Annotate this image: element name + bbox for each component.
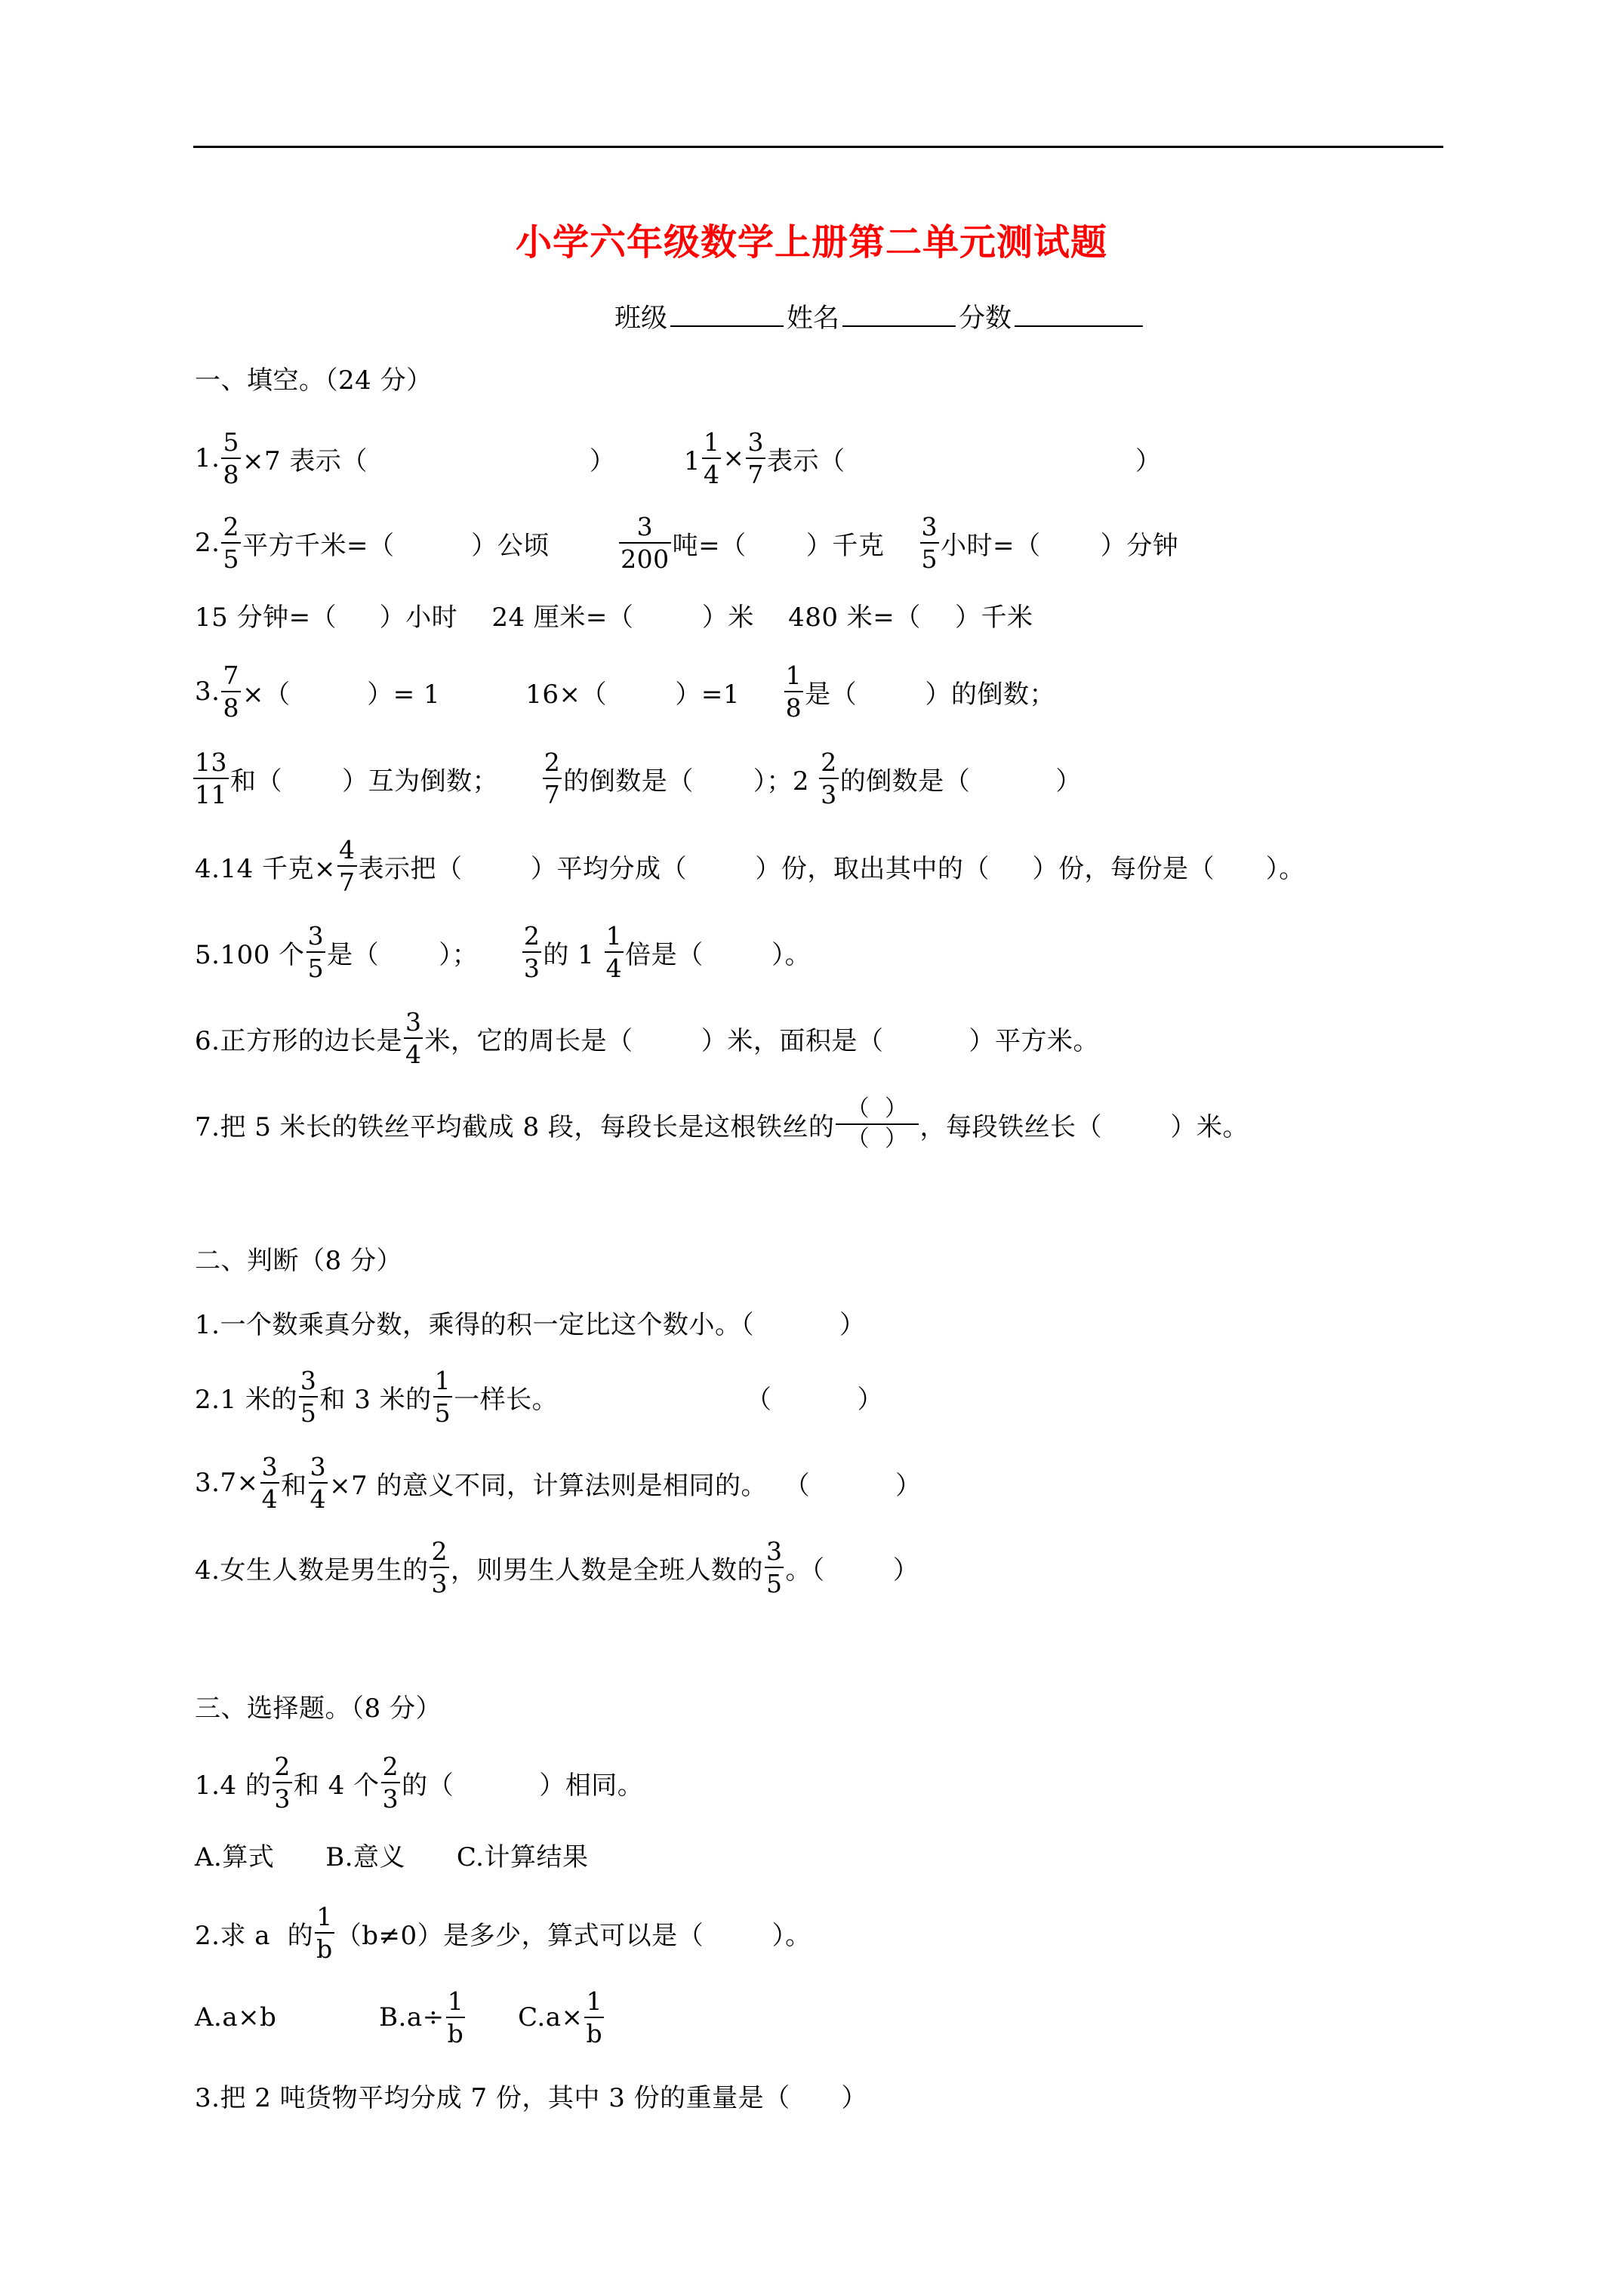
section-3-heading: 三、选择题。（8 分） [195, 1693, 442, 1724]
denominator: 5 [765, 1567, 784, 1596]
question-3-2-options [195, 1980, 605, 2055]
class-blank[interactable] [670, 303, 784, 327]
numerator: 3 [765, 1536, 783, 1566]
question-text: 和 [281, 1470, 307, 1501]
fraction [337, 837, 357, 895]
numerator: 2 [523, 921, 540, 951]
question-text: （b≠0）是多少，算式可以是（ ）。 [335, 1920, 812, 1951]
denominator: 3 [819, 778, 839, 807]
fraction [584, 1986, 604, 2048]
question-text: 小时=（ ）分钟 [941, 530, 1179, 561]
option-text: C.a× [467, 2002, 584, 2032]
denominator: 4 [404, 1037, 423, 1067]
option-text: A.a×b B.a÷ [195, 2002, 445, 2032]
numerator: 1 [434, 1366, 451, 1395]
numerator: 13 [195, 747, 227, 777]
fraction [221, 661, 241, 723]
question-1-5 [195, 914, 811, 990]
numerator: 1 [316, 1902, 333, 1931]
numerator: 2 [274, 1752, 291, 1781]
denominator: 3 [381, 1782, 401, 1811]
fraction [221, 514, 241, 572]
question-text: 平方千米=（ ）公顷 [242, 530, 618, 561]
numerator: 4 [339, 835, 356, 864]
question-text: 1.4 的 [195, 1770, 272, 1801]
denominator: 5 [306, 951, 326, 981]
fraction [404, 1009, 423, 1067]
numerator: 1 [447, 1986, 464, 2016]
fraction [309, 1454, 328, 1512]
question-text: 的 1 [543, 939, 603, 970]
fraction [193, 747, 229, 809]
question-1-3b [192, 741, 1082, 816]
denominator: 7 [337, 865, 357, 895]
question-text: 吨=（ ）千克 [672, 530, 919, 561]
numerator: 3 [261, 1452, 279, 1481]
question-text: 表示把（ ）平均分成（ ）份，取出其中的（ ）份，每份是（ ）。 [358, 853, 1305, 884]
fraction [260, 1454, 280, 1512]
question-1-2 [195, 505, 1178, 581]
numerator: 1 [703, 427, 720, 457]
question-text: 3. [195, 676, 220, 707]
numerator: 3 [307, 921, 325, 951]
name-label: 姓名 [787, 304, 840, 334]
fraction [784, 661, 804, 723]
numerator: 3 [636, 512, 654, 541]
question-text: ×（ ）= 1 16×（ ）=1 [242, 679, 783, 710]
denominator: b [315, 1932, 334, 1962]
numerator: 5 [223, 427, 239, 457]
question-text: 7.把 5 米长的铁丝平均截成 8 段，每段长是这根铁丝的 [195, 1111, 835, 1142]
question-text: ×7 表示（ ） 1 [242, 445, 701, 476]
denominator: 7 [543, 778, 562, 807]
denominator: b [446, 2017, 466, 2046]
question-3-1-options: A.算式 B.意义 C.计算结果 [195, 1841, 589, 1872]
fraction [920, 514, 940, 572]
numerator: 3 [405, 1007, 422, 1037]
section-1-heading: 一、填空。（24 分） [195, 365, 433, 396]
question-text: 5.100 个 [195, 939, 305, 970]
question-text: ，每段铁丝长（ ）米。 [919, 1111, 1249, 1142]
fraction [619, 514, 671, 572]
question-2-3 [195, 1445, 922, 1521]
fraction [746, 427, 765, 489]
question-text: 的（ ）相同。 [402, 1770, 644, 1801]
question-text: 的倒数是（ ）；2 [563, 766, 818, 797]
fraction [299, 1366, 319, 1428]
denominator-blank: （ ） [836, 1123, 918, 1151]
question-3-1 [195, 1745, 643, 1820]
question-text: 4.女生人数是男生的 [195, 1555, 429, 1586]
question-2-4 [195, 1530, 919, 1605]
fraction [702, 427, 722, 489]
score-blank[interactable] [1015, 303, 1143, 327]
question-3-3: 3.把 2 吨货物平均分成 7 份，其中 3 份的重量是（ ） [195, 2082, 868, 2113]
numerator: 2 [821, 747, 837, 777]
score-label: 分数 [959, 304, 1012, 334]
question-text: 4.14 千克× [195, 853, 336, 884]
fraction [765, 1536, 784, 1598]
denominator: 8 [221, 691, 241, 720]
student-info-line [614, 297, 1146, 335]
fraction [522, 923, 542, 981]
numerator: 1 [785, 661, 802, 690]
fraction [315, 1904, 334, 1962]
question-text: 2.1 米的 [195, 1384, 297, 1415]
denominator: 3 [430, 1567, 449, 1596]
question-text: 6.正方形的边长是 [195, 1025, 402, 1056]
denominator: 4 [309, 1482, 328, 1512]
question-text: 2. [195, 528, 220, 558]
numerator: 2 [544, 747, 561, 777]
question-text: ×7 的意义不同，计算法则是相同的。 （ ） [329, 1470, 922, 1501]
question-text: ，则男生人数是全班人数的 [450, 1555, 763, 1586]
question-text: 和 3 米的 [319, 1384, 432, 1415]
numerator: 3 [921, 512, 938, 541]
question-text: 倍是（ ）。 [625, 939, 812, 970]
question-text: 2.求 a 的 [195, 1920, 314, 1951]
numerator: 1 [605, 921, 623, 951]
denominator: 4 [260, 1482, 280, 1512]
numerator: 3 [310, 1452, 327, 1481]
question-1-4 [195, 828, 1305, 904]
question-1-6 [195, 1000, 1099, 1076]
denominator: 3 [273, 1782, 292, 1811]
denominator: 5 [299, 1396, 319, 1425]
question-text: × [722, 443, 745, 473]
numerator: 1 [586, 1986, 603, 2016]
name-blank[interactable] [842, 303, 956, 327]
denominator: 11 [193, 778, 229, 807]
fraction [819, 747, 839, 809]
question-text: 。（ ） [785, 1555, 919, 1586]
page-title: 小学六年级数学上册第二单元测试题 [515, 221, 1107, 264]
question-text: 和（ ）互为倒数； [230, 766, 541, 797]
fraction [433, 1366, 453, 1428]
blank-fraction[interactable] [836, 1098, 918, 1151]
numerator: 3 [747, 427, 764, 457]
fraction [430, 1536, 449, 1598]
question-text: 是（ ）的倒数； [805, 679, 1056, 710]
denominator: 5 [221, 542, 241, 572]
question-text: 表示（ ） [766, 445, 1162, 476]
question-text: 1. [195, 443, 220, 473]
fraction [605, 923, 624, 981]
question-text: 米，它的周长是（ ）米，面积是（ ）平方米。 [424, 1025, 1099, 1056]
denominator: b [584, 2017, 604, 2046]
question-1-7 [195, 1086, 1249, 1162]
header-rule [193, 146, 1443, 148]
section-2-heading: 二、判断（8 分） [195, 1245, 402, 1276]
denominator: 7 [746, 458, 765, 487]
denominator: 200 [619, 542, 671, 572]
numerator: 2 [382, 1752, 399, 1781]
question-text: 的倒数是（ ） [839, 766, 1082, 797]
fraction [446, 1986, 466, 2048]
denominator: 5 [920, 542, 940, 572]
denominator: 8 [784, 691, 804, 720]
numerator: 2 [223, 512, 239, 541]
question-1-2b: 15 分钟=（ ）小时 24 厘米=（ ）米 480 米=（ ）千米 [195, 602, 1033, 633]
question-text: 是（ ）； [327, 939, 521, 970]
fraction [221, 427, 241, 489]
class-label: 班级 [614, 304, 668, 334]
fraction [273, 1752, 292, 1814]
question-text: 和 4 个 [293, 1770, 380, 1801]
fraction [543, 747, 562, 809]
denominator: 5 [433, 1396, 453, 1425]
fraction [306, 923, 326, 981]
question-1-3 [195, 654, 1055, 729]
numerator: 2 [431, 1536, 448, 1566]
question-1-1 [195, 421, 1161, 496]
question-2-1: 1.一个数乘真分数，乘得的积一定比这个数小。（ ） [195, 1309, 866, 1340]
question-2-2 [195, 1359, 883, 1435]
numerator: 7 [223, 661, 239, 690]
question-3-2 [195, 1895, 812, 1971]
numerator: 3 [300, 1366, 317, 1395]
denominator: 4 [702, 458, 722, 487]
numerator-blank: （ ） [846, 1096, 908, 1122]
question-text: 3.7× [195, 1468, 259, 1498]
denominator: 3 [522, 951, 542, 981]
denominator: 4 [605, 951, 624, 981]
denominator: 8 [221, 458, 241, 487]
question-text: 一样长。 （ ） [454, 1384, 883, 1415]
fraction [381, 1752, 401, 1814]
